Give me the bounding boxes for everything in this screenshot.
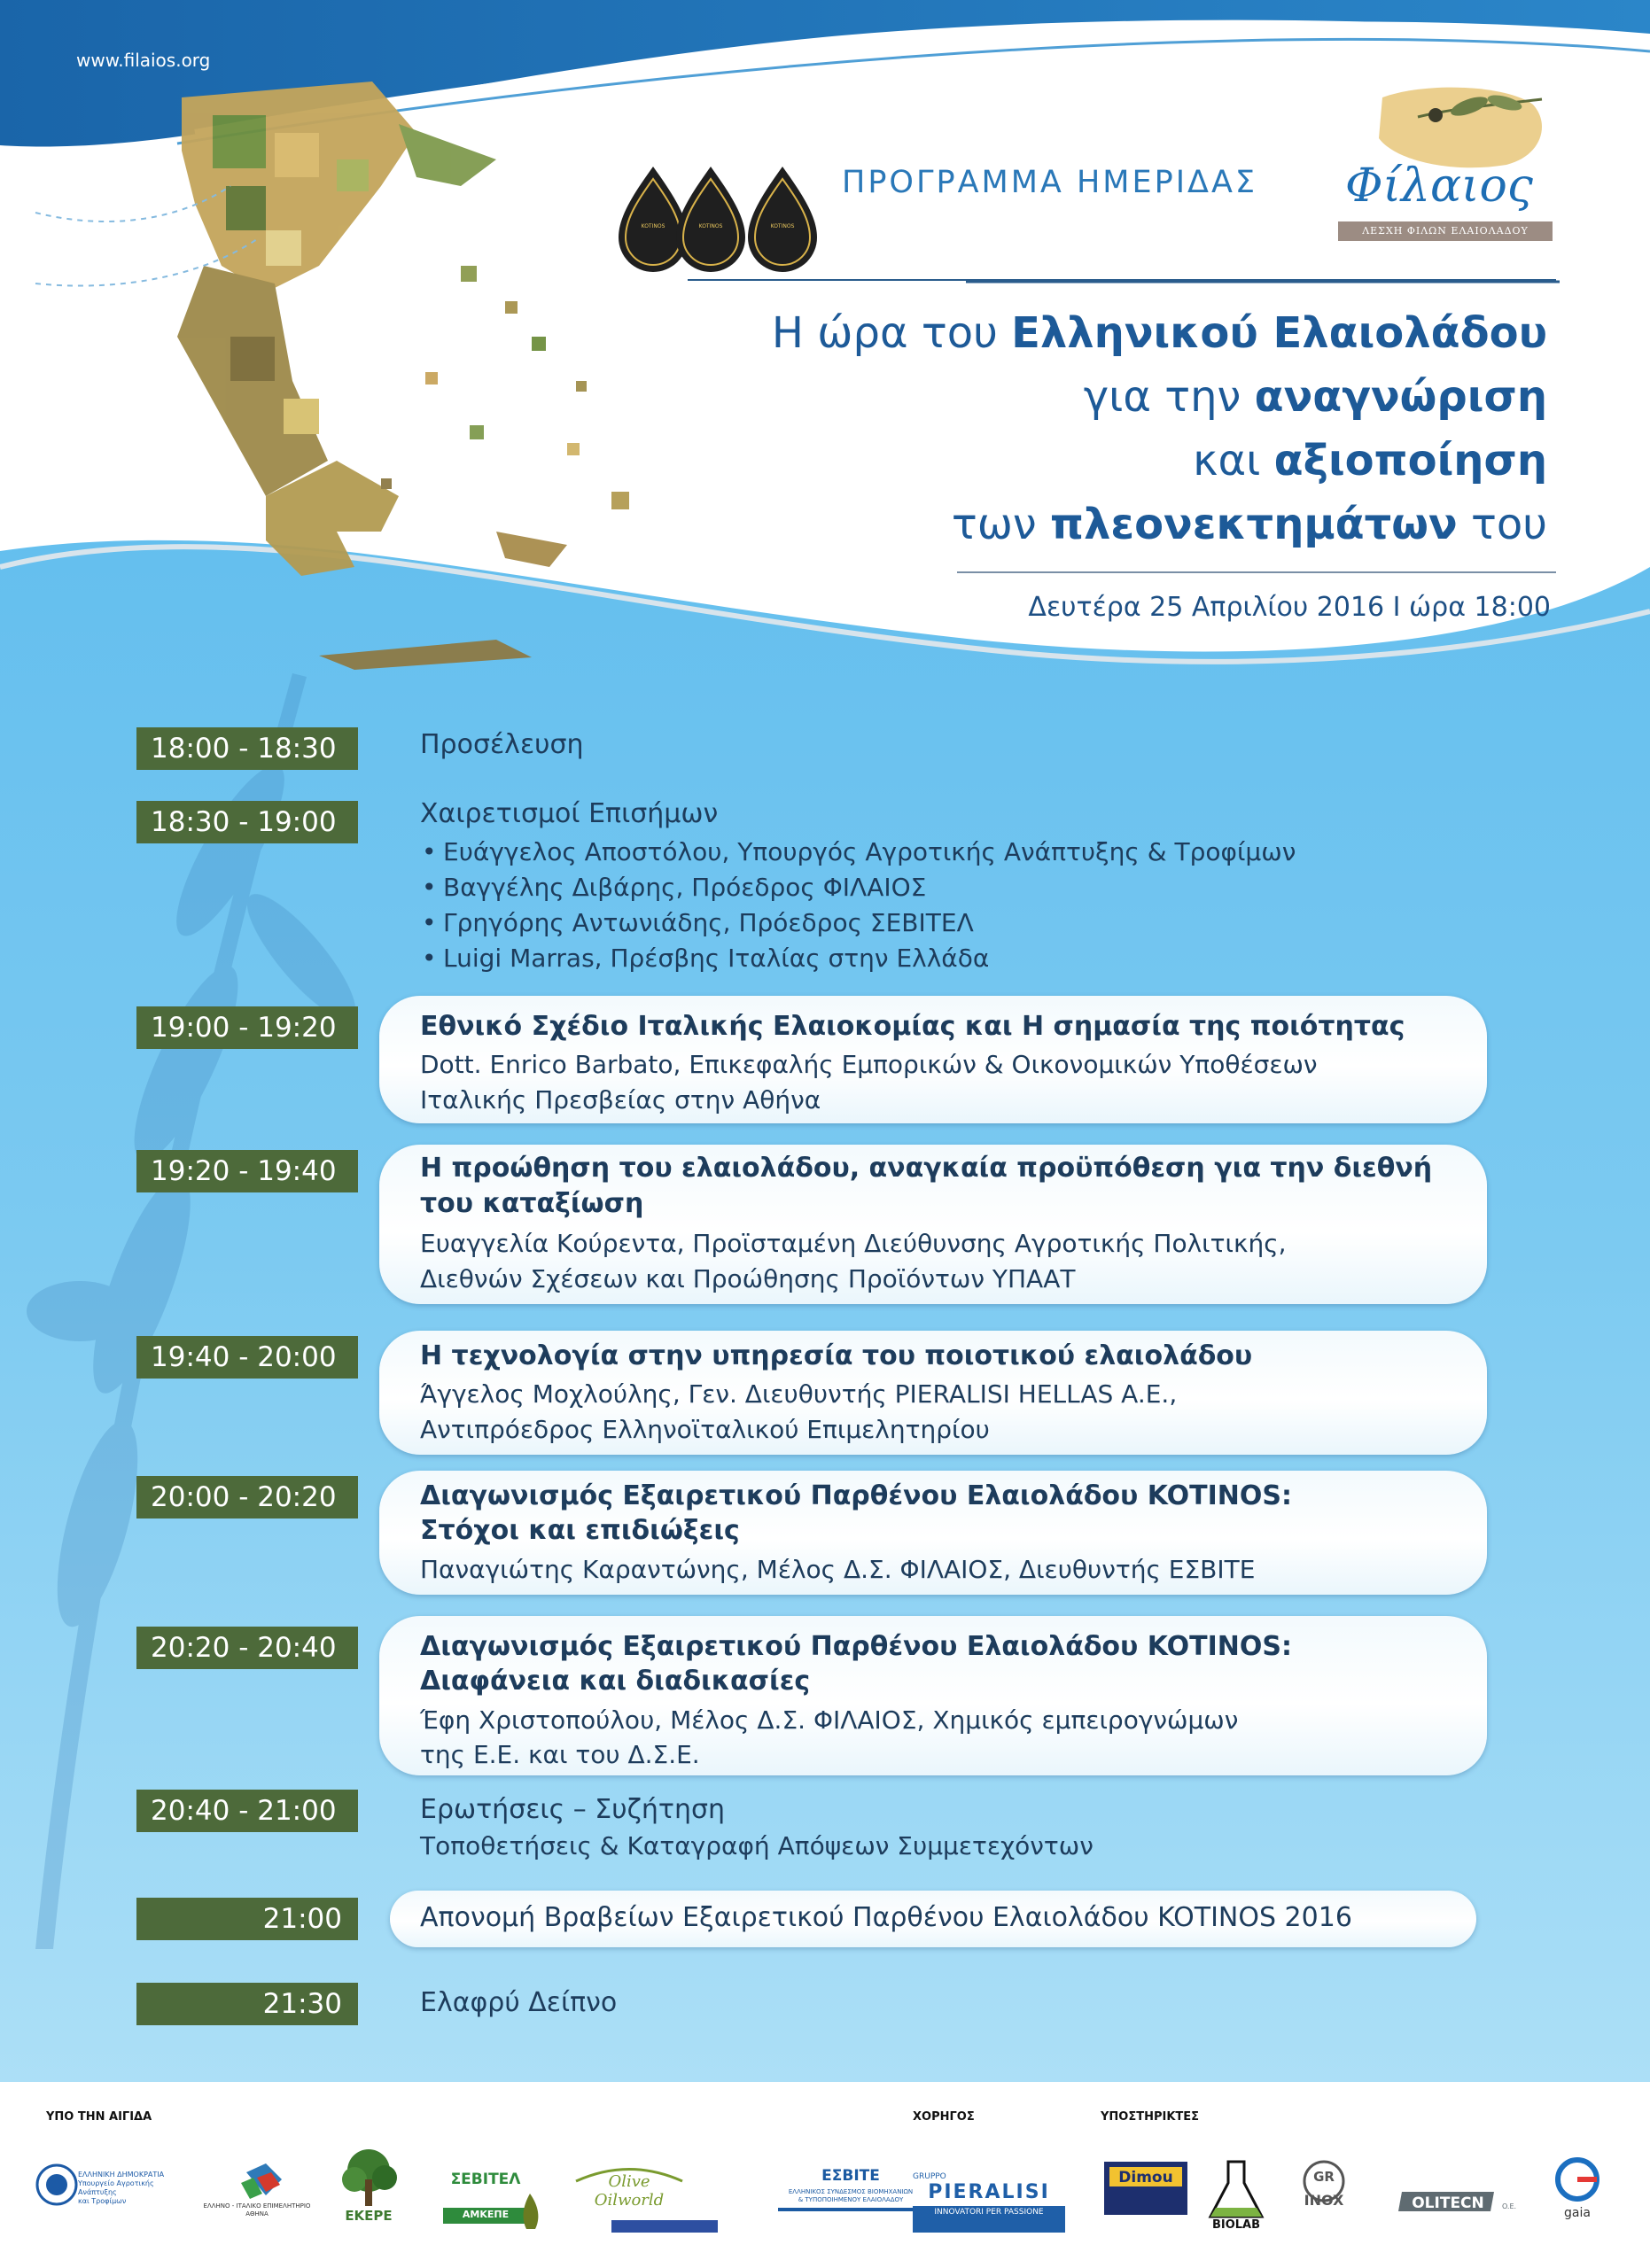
website-url: www.filaios.org <box>76 50 211 71</box>
amkepe-logo: ΑΜΚΕΠΕ <box>462 2209 510 2220</box>
grinox-logo-top: GR <box>1313 2169 1335 2185</box>
session-title: Διαγωνισμός Εξαιρετικού Παρθένου Ελαιολάδου KOTINOS: <box>420 1480 1292 1511</box>
pieralisi-logo: PIERALISI <box>928 2181 1050 2203</box>
grinox-logo-bottom: INOX <box>1304 2192 1344 2209</box>
gaia-logo: gaia <box>1564 2206 1591 2220</box>
time-badge: 20:20 - 20:40 <box>136 1627 358 1669</box>
session-detail: Έφη Χριστοπούλου, Μέλος Δ.Σ. ΦΙΛΑΙΟΣ, Χημικός εμπειρογνώμων <box>420 1705 1239 1735</box>
session-title: Προσέλευση <box>420 729 584 760</box>
medal-label: KOTINOS <box>698 223 723 229</box>
session-title: Χαιρετισμοί Επισήμων <box>420 798 719 829</box>
session-title: του καταξίωση <box>420 1188 644 1219</box>
session-detail: Ευαγγελία Κούρεντα, Προϊσταμένη Διεύθυνσης Αγροτικής Πολιτικής, <box>420 1229 1287 1258</box>
time-badge: 18:30 - 19:00 <box>136 801 358 843</box>
time-badge: 21:00 <box>136 1898 358 1940</box>
time-badge: 18:00 - 18:30 <box>136 727 358 770</box>
main-title-line-1: Η ώρα του Ελληνικού Ελαιολάδου <box>771 308 1547 358</box>
olive-oilworld-logo: Olive Oilworld <box>594 2172 665 2210</box>
medal-label: KOTINOS <box>641 223 665 229</box>
pieralisi-tagline: INNOVATORI PER PASSIONE <box>934 2208 1044 2217</box>
dimou-logo: Dimou <box>1118 2169 1173 2186</box>
sevitel-logo: ΣΕΒΙΤΕΛ <box>450 2171 521 2188</box>
speaker-item: • Βαγγέλης Διβάρης, Πρόεδρος ΦΙΛΑΙΟΣ <box>420 870 1296 905</box>
time-badge: 20:00 - 20:20 <box>136 1476 358 1518</box>
sponsor-label: ΧΟΡΗΓΟΣ <box>913 2110 975 2124</box>
session-title: Στόχοι και επιδιώξεις <box>420 1515 740 1546</box>
supporters-label: ΥΠΟΣΤΗΡΙΚΤΕΣ <box>1101 2110 1200 2124</box>
session-title: Απονομή Βραβείων Εξαιρετικού Παρθένου Ελαιολάδου KOTINOS 2016 <box>420 1902 1352 1933</box>
session-title: Η προώθηση του ελαιολάδου, αναγκαία προϋπόθεση για την διεθνή <box>420 1153 1433 1184</box>
session-title: Η τεχνολογία στην υπηρεσία του ποιοτικού ελαιολάδου <box>420 1340 1253 1371</box>
time-badge: 19:00 - 19:20 <box>136 1006 358 1049</box>
session-title: Διαγωνισμός Εξαιρετικού Παρθένου Ελαιολάδου KOTINOS: <box>420 1631 1292 1662</box>
session-detail: Άγγελος Μοχλούλης, Γεν. Διευθυντής PIERALISI HELLAS A.E., <box>420 1379 1178 1409</box>
medal-label: KOTINOS <box>770 223 795 229</box>
esvite-logo: ΕΣΒΙΤΕ <box>821 2167 880 2185</box>
session-detail: Ιταλικής Πρεσβείας στην Αθήνα <box>420 1085 821 1115</box>
time-badge: 19:40 - 20:00 <box>136 1336 358 1379</box>
main-title-line-4: των πλεονεκτημάτων του <box>951 500 1547 549</box>
session-detail: Dott. Enrico Barbato, Επικεφαλής Εμπορικών & Οικονομικών Υποθέσεων <box>420 1050 1318 1079</box>
speakers-list <box>420 835 1296 976</box>
main-title-line-3: και αξιοποίηση <box>1193 436 1547 485</box>
speaker-item: • Γρηγόρης Αντωνιάδης, Πρόεδρος ΣΕΒΙΤΕΛ <box>420 905 1296 941</box>
main-title-line-2: για την αναγνώριση <box>1083 372 1547 422</box>
session-title: Εθνικό Σχέδιο Ιταλικής Ελαιοκομίας και Η σημασία της ποιότητας <box>420 1011 1405 1042</box>
pieralisi-group-label: GRUPPO <box>913 2172 946 2181</box>
time-badge: 21:30 <box>136 1983 358 2025</box>
session-detail: Τοποθετήσεις & Καταγραφή Απόψεων Συμμετεχόντων <box>420 1831 1094 1860</box>
olitecn-suffix: O.E. <box>1501 2202 1517 2210</box>
program-title: ΠΡΟΓΡΑΜΜΑ ΗΜΕΡΙΔΑΣ <box>842 165 1258 200</box>
chamber-logo-text: ΕΛΛΗΝΟ - ΙΤΑΛΙΚΟ ΕΠΙΜΕΛΗΤΗΡΙΟ ΑΘΗΝΑ <box>203 2202 311 2218</box>
gov-logo-text: ΕΛΛΗΝΙΚΗ ΔΗΜΟΚΡΑΤΙΑ Υπουργείο Αγροτικής Ανάπτυξης και Τροφίμων <box>78 2171 165 2205</box>
speaker-item: • Luigi Marras, Πρέσβης Ιταλίας στην Ελλάδα <box>420 941 1296 976</box>
brand-tagline: ΛΕΣΧΗ ΦΙΛΩΝ ΕΛΑΙΟΛΑΔΟΥ <box>1362 225 1529 237</box>
session-detail: της Ε.Ε. και του Δ.Σ.Ε. <box>420 1740 700 1769</box>
event-date: Δευτέρα 25 Απριλίου 2016 Ι ώρα 18:00 <box>1028 592 1551 623</box>
ekepe-logo: ΕΚΕΡΕ <box>345 2208 393 2224</box>
speaker-item: • Ευάγγελος Αποστόλου, Υπουργός Αγροτικής Ανάπτυξης & Τροφίμων <box>420 835 1296 870</box>
kotinos-medals <box>619 167 817 272</box>
session-title: Διαφάνεια και διαδικασίες <box>420 1666 811 1697</box>
session-detail: Παναγιώτης Καραντώνης, Μέλος Δ.Σ. ΦΙΛΑΙΟΣ, Διευθυντής ΕΣΒΙΤΕ <box>420 1555 1256 1584</box>
session-detail: Διεθνών Σχέσεων και Προώθησης Προϊόντων ΥΠΑΑΤ <box>420 1264 1076 1293</box>
biolab-logo: BIOLAB <box>1211 2218 1261 2232</box>
time-badge: 20:40 - 21:00 <box>136 1790 358 1832</box>
olitecn-logo: OLITECN <box>1412 2194 1484 2212</box>
session-title: Ελαφρύ Δείπνο <box>420 1987 618 2018</box>
time-badge: 19:20 - 19:40 <box>136 1150 358 1192</box>
patronage-label: ΥΠΟ ΤΗΝ ΑΙΓΙΔΑ <box>46 2110 152 2124</box>
brand-name: Φίλαιος <box>1345 159 1533 213</box>
session-detail: Αντιπρόεδρος Ελληνοϊταλικού Επιμελητηρίου <box>420 1415 990 1444</box>
esvite-subtitle: ΕΛΛΗΝΙΚΟΣ ΣΥΝΔΕΣΜΟΣ ΒΙΟΜΗΧΑΝΙΩΝ & ΤΥΠΟΠΟΙΗΜΕΝΟΥ ΕΛΑΙΟΛΑΔΟΥ <box>788 2188 914 2203</box>
session-title: Ερωτήσεις – Συζήτηση <box>420 1794 726 1825</box>
